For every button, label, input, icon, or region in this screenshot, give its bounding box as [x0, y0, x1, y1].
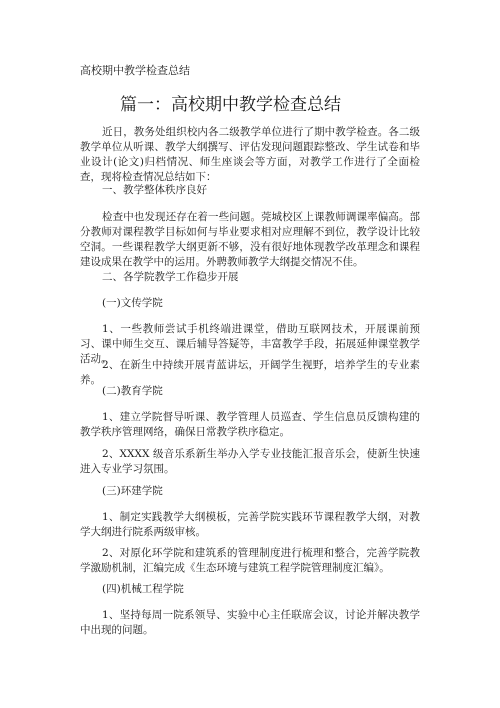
college-2-item-2: 2、XXXX 级音乐系新生举办入学专业技能汇报音乐会，使新生快速进入专业学习氛围。 — [80, 448, 420, 475]
document-title: 篇一：高校期中教学检查总结 — [120, 95, 341, 115]
section-2-heading: 二、各学院教学工作稳步开展 — [102, 271, 239, 283]
section-1-paragraph: 检查中也发现还存在着一些问题。莞城校区上课教师调课率偏高。部分教师对课程教学目标如何与毕业要求相对应理解不到位，教学设计比较空洞。一些课程教学大纲更新不够，没有很好地体现教学改革理念和课程建设成果在教学中的运用。外聘教师教学大纲提交情况不佳。 — [80, 211, 420, 268]
college-3-item-1: 1、制定实践教学大纲模板，完善学院实践环节课程教学大纲，对教学大纲进行院系两级审核。 — [80, 511, 420, 538]
college-4-item-1: 1、坚持每周一院系领导、实验中心主任联席会议，讨论并解决教学中出现的问题。 — [80, 609, 420, 636]
document-header: 高校期中教学检查总结 — [80, 64, 190, 77]
college-2-heading: (二)教育学院 — [102, 385, 163, 397]
college-2-item-1: 1、建立学院督导听课、教学管理人员巡查、学生信息员反馈构建的教学秩序管理网络，确保日常教学秩序稳定。 — [80, 411, 420, 438]
college-1-item-2: 2、在新生中持续开展青蓝讲坛，开阔学生视野，培养学生的专业素养。 — [80, 359, 420, 386]
intro-paragraph: 近日，教务处组织校内各二级教学单位进行了期中教学检查。各二级教学单位从听课、教学大纲撰写、评估发现问题跟踪整改、学生试卷和毕业设计(论文)归档情况、师生座谈会等方面，对教学工作进行了全面检查，现将检查情况总结如下： — [80, 126, 420, 183]
college-3-item-2: 2、对原化环学院和建筑系的管理制度进行梳理和整合，完善学院教学激励机制，汇编完成《生态环境与建筑工程学院管理制度汇编》。 — [80, 547, 420, 574]
college-3-heading: (三)环建学院 — [102, 485, 163, 497]
college-1-item-1: 1、一些教师尝试手机终端进课堂，借助互联网技术，开展课前预习、课中师生交互、课后辅导答疑等，丰富教学手段，拓展延伸课堂教学活动。 — [80, 323, 420, 365]
college-1-heading: (一)文传学院 — [102, 297, 163, 309]
section-1-heading: 一、教学整体秩序良好 — [102, 184, 207, 196]
college-4-heading: (四)机械工程学院 — [102, 583, 184, 595]
